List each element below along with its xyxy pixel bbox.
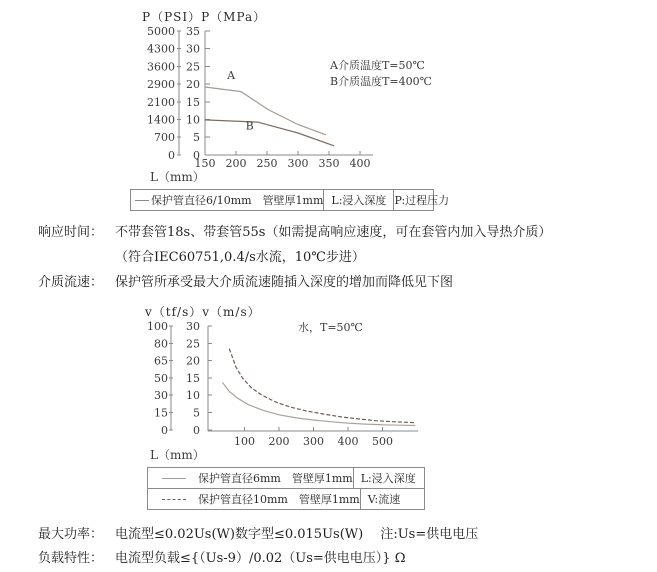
mpa-tick-label: 25 [186, 60, 200, 74]
ms-tick-label: 20 [186, 354, 200, 368]
velocity-vs-depth-chart [140, 300, 450, 462]
pressure-chart-axis-title: P（PSI）P（MPa） [142, 10, 267, 24]
dashed-line-sample-icon [162, 499, 186, 500]
psi-tick-label: 0 [168, 148, 175, 162]
ms-tick-label: 10 [186, 389, 200, 403]
solid-line-sample-icon [135, 200, 149, 201]
legend-row [148, 488, 424, 509]
ms-tick-label: 25 [186, 337, 200, 351]
x-axis-label: L（mm） [150, 170, 205, 184]
response-time-note: （符合IEC60751,0.4/s水流，10℃步进） [115, 250, 365, 265]
legend-l-definition: L:浸入深度 [353, 468, 424, 488]
psi-tick-label: 5000 [147, 25, 175, 38]
load-characteristic-text: 电流型负载≤{（Us-9）/0.02（Us=供电电压）} Ω [115, 551, 406, 566]
x-axis-label: L（mm） [150, 448, 205, 462]
x-tick-label: 250 [256, 157, 278, 170]
tfs-tick-label: 15 [154, 406, 168, 420]
x-tick-label: 400 [337, 435, 359, 448]
legend-series-label: 保护管直径6/10mm 管壁厚1mm [151, 194, 324, 207]
psi-tick-label: 2100 [147, 95, 175, 109]
x-tick-label: 100 [234, 435, 255, 448]
psi-tick-label: 700 [154, 131, 175, 145]
pressure-vs-depth-chart [130, 5, 460, 187]
response-time-text: 不带套管18s、带套管55s（如需提高响应速度，可在套管内加入导热介质） [115, 225, 552, 240]
tfs-tick-label: 30 [154, 389, 168, 403]
ms-tick-label: 0 [193, 423, 200, 437]
chart-note: 水，T=50℃ [298, 321, 363, 334]
mpa-tick-label: 10 [186, 113, 200, 127]
psi-tick-label: 3600 [147, 60, 175, 74]
psi-tick-label: 2900 [147, 78, 175, 92]
legend-series-label: 保护管直径10mm 管壁厚1mm [198, 493, 360, 506]
x-tick-label: 150 [194, 157, 216, 170]
ms-tick-label: 15 [186, 371, 200, 385]
velocity-curve-0 [229, 349, 415, 423]
velocity-chart-legend [147, 467, 425, 510]
max-power-label: 最大功率： [38, 527, 104, 542]
tfs-tick-label: 80 [154, 337, 168, 351]
curve-label-A: A [227, 68, 236, 82]
tfs-tick-label: 50 [154, 371, 168, 385]
pressure-curve-B [205, 120, 334, 146]
load-characteristic-label: 负载特性： [38, 551, 104, 566]
legend-series-cell [131, 190, 323, 210]
legend-v-definition: V:流速 [360, 489, 424, 509]
medium-flow-text: 保护管所承受最大介质流速随插入深度的增加而降低见下图 [115, 275, 454, 290]
chart-note: A介质温度T=50℃ [330, 59, 425, 72]
psi-tick-label: 1400 [147, 113, 175, 127]
legend-p-definition: P:过程压力 [393, 190, 449, 210]
mpa-tick-label: 15 [186, 95, 200, 109]
legend-row [148, 468, 424, 488]
solid-line-sample-icon [162, 478, 186, 479]
mpa-tick-label: 30 [186, 42, 200, 56]
curve-label-B: B [245, 119, 254, 133]
legend-series-label: 保护管直径6mm 管壁厚1mm [198, 472, 353, 485]
mpa-tick-label: 35 [186, 25, 200, 38]
max-power-text: 电流型≤0.02Us(W)数字型≤0.015Us(W) 注:Us=供电电压 [115, 527, 479, 542]
legend-series-cell [148, 489, 360, 509]
ms-tick-label: 5 [193, 406, 200, 420]
chart-note: B介质温度T=400℃ [330, 75, 432, 88]
mpa-tick-label: 0 [193, 148, 200, 162]
medium-flow-label: 介质流速： [38, 275, 104, 290]
mpa-tick-label: 5 [193, 131, 200, 145]
x-tick-label: 500 [372, 435, 393, 448]
legend-row [131, 190, 450, 210]
pressure-curve-A [205, 87, 326, 135]
mpa-tick-label: 20 [186, 78, 200, 92]
tfs-tick-label: 65 [154, 354, 168, 368]
x-tick-label: 200 [225, 157, 247, 170]
x-tick-label: 350 [318, 157, 340, 170]
velocity-curve-1 [222, 382, 415, 425]
pressure-chart-legend [130, 189, 450, 211]
x-tick-label: 200 [268, 435, 290, 448]
x-tick-label: 300 [287, 157, 309, 170]
response-time-label: 响应时间： [38, 225, 104, 240]
x-tick-label: 400 [349, 157, 371, 170]
psi-tick-label: 4300 [147, 42, 175, 56]
legend-series-cell [148, 468, 353, 488]
ms-tick-label: 30 [186, 320, 200, 333]
tfs-tick-label: 0 [161, 423, 168, 437]
legend-l-definition: L:浸入深度 [323, 190, 393, 210]
tfs-tick-label: 100 [147, 320, 168, 333]
x-tick-label: 300 [303, 435, 324, 448]
velocity-chart-axis-title: v（tf/s）v（m/s） [145, 305, 261, 319]
